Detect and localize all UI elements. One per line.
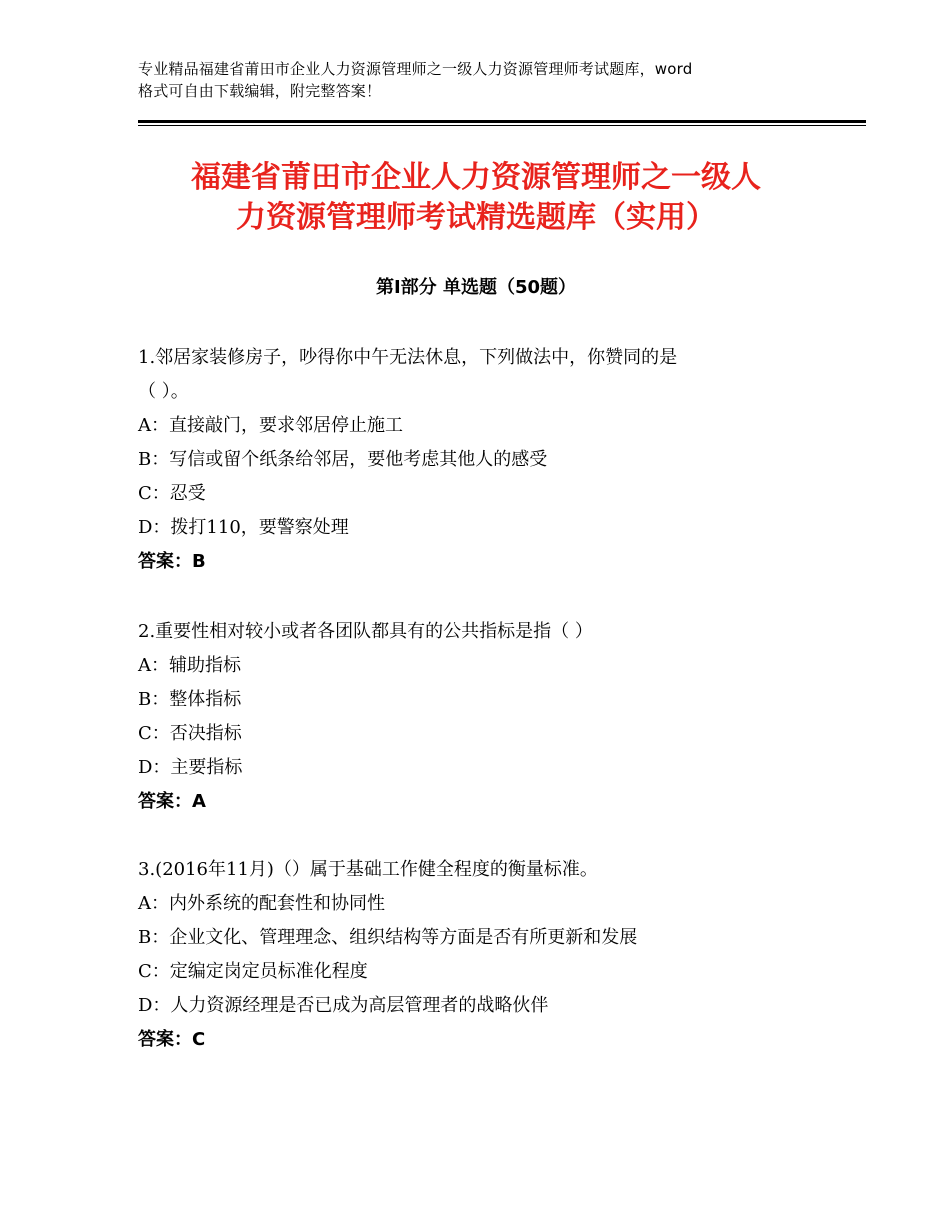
- answer: 答案：B: [138, 551, 206, 572]
- question-stem: 1.邻居家装修房子，吵得你中午无法休息，下列做法中，你赞同的是: [138, 347, 678, 368]
- option-a: A：直接敲门，要求邻居停止施工: [138, 415, 403, 436]
- question-3: [138, 853, 838, 1057]
- option-c: C：忍受: [138, 483, 206, 504]
- document-title-line-2: 力资源管理师考试精选题库（实用）: [236, 200, 716, 235]
- header-note-line-2: 格式可自由下载编辑，附完整答案！: [138, 82, 382, 100]
- option-b: B：企业文化、管理理念、组织结构等方面是否有所更新和发展: [138, 927, 638, 948]
- option-a: A：内外系统的配套性和协同性: [138, 893, 385, 914]
- option-b: B：整体指标: [138, 689, 242, 710]
- question-stem: 2.重要性相对较小或者各团队都具有的公共指标是指（ ）: [138, 621, 593, 642]
- header-note-line-1: 专业精品福建省莆田市企业人力资源管理师之一级人力资源管理师考试题库，word: [138, 60, 693, 78]
- option-a: A：辅助指标: [138, 655, 241, 676]
- header-divider-thick: [138, 120, 866, 123]
- option-d: D：主要指标: [138, 757, 243, 778]
- question-2: [138, 615, 838, 819]
- option-b: B：写信或留个纸条给邻居，要他考虑其他人的感受: [138, 449, 548, 470]
- option-d: D：人力资源经理是否已成为高层管理者的战略伙伴: [138, 995, 549, 1016]
- document-title-line-1: 福建省莆田市企业人力资源管理师之一级人: [191, 160, 761, 195]
- section-heading: 第Ⅰ部分 单选题（50题）: [375, 277, 576, 298]
- header-divider-thin: [138, 125, 866, 126]
- option-c: C：定编定岗定员标准化程度: [138, 961, 368, 982]
- question-stem: 3.(2016年11月)（）属于基础工作健全程度的衡量标准。: [138, 859, 598, 880]
- header-note: [138, 58, 828, 102]
- question-stem-continuation: （ ）。: [138, 381, 189, 402]
- option-d: D：拨打110，要警察处理: [138, 517, 349, 538]
- question-1: [138, 341, 838, 579]
- answer: 答案：C: [138, 1029, 206, 1050]
- option-c: C：否决指标: [138, 723, 242, 744]
- document-title: [138, 158, 814, 238]
- answer: 答案：A: [138, 791, 206, 812]
